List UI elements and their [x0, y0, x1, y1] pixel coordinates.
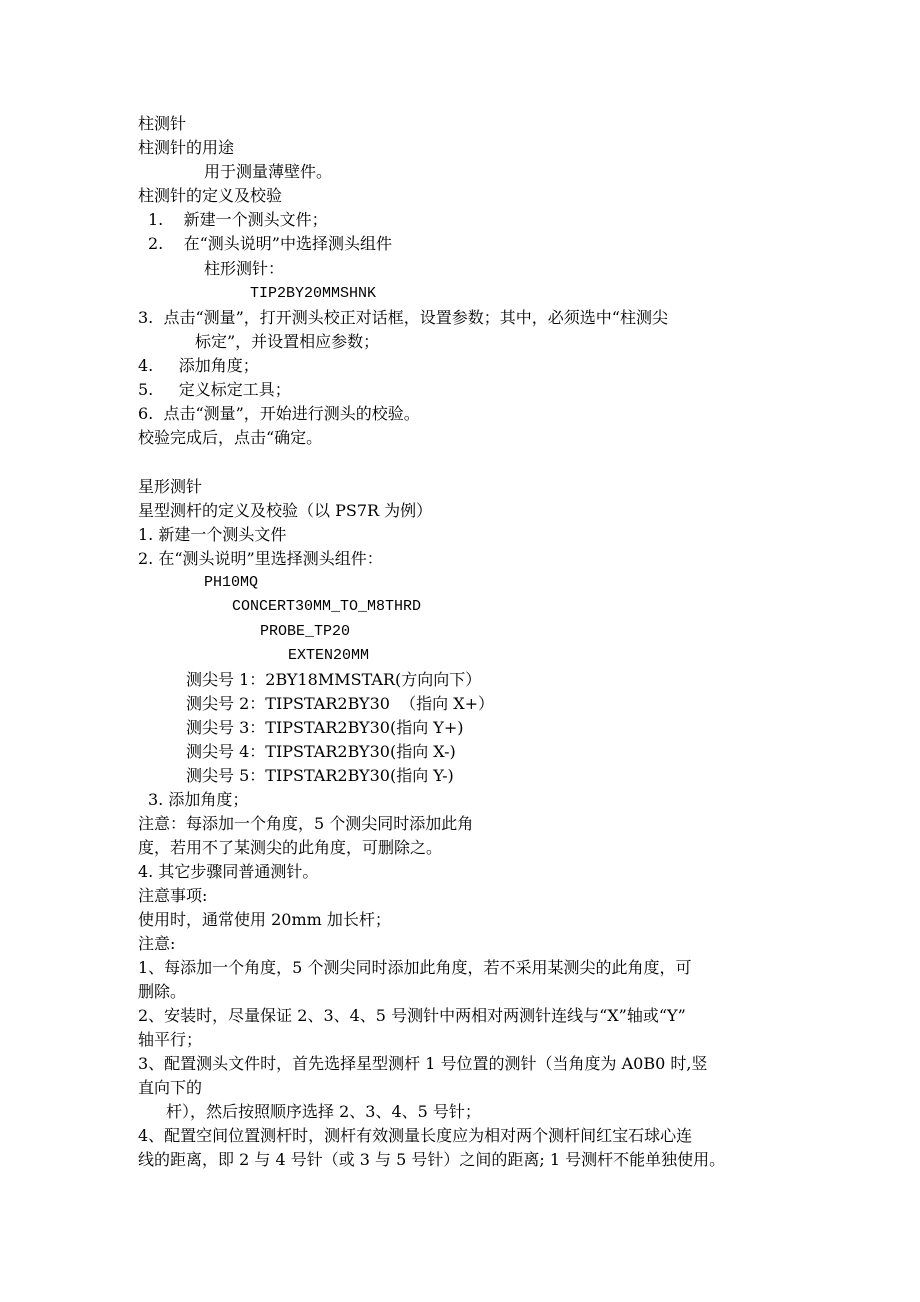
note-line1: 注意：每添加一个角度，5 个测尖同时添加此角: [138, 814, 474, 833]
component-item: PROBE_TP20: [260, 623, 351, 640]
note-3-line2: 直向下的: [138, 1078, 203, 1097]
tip-item: 测尖号 3：TIPSTAR2BY30(指向 Y+): [186, 718, 464, 737]
note-1-line1: 1、每添加一个角度，5 个测尖同时添加此角度，若不采用某测尖的此角度，可: [138, 958, 692, 977]
step-3-line2: 标定”，并设置相应参数；: [195, 332, 380, 351]
step-2: 2. 在“测头说明”中选择测头组件: [148, 234, 392, 253]
note-2-line2: 轴平行；: [138, 1030, 203, 1049]
step-4: 4. 添加角度；: [138, 356, 259, 375]
note-line2: 度，若用不了某测尖的此角度，可删除之。: [138, 838, 443, 857]
attention-heading: 注意事项:: [138, 886, 208, 905]
tip-item: 测尖号 5：TIPSTAR2BY30(指向 Y-): [186, 766, 454, 785]
step-5: 5. 定义标定工具；: [138, 380, 291, 399]
note-1-line2: 删除。: [138, 982, 187, 1001]
component-item: EXTEN20MM: [288, 647, 370, 664]
attention-text: 使用时，通常使用 20mm 加长杆；: [138, 910, 391, 929]
tip-item: 测尖号 4：TIPSTAR2BY30(指向 X-): [186, 742, 456, 761]
note-3-line1: 3、配置测头文件时，首先选择星型测杆 1 号位置的测针（当角度为 A0B0 时,竖: [138, 1054, 708, 1073]
step-1: 1. 新建一个测头文件；: [148, 210, 328, 229]
step-2-sub: 柱形测针：: [204, 259, 285, 278]
tip-item: 测尖号 1：2BY18MMSTAR(方向向下）: [186, 670, 482, 689]
note-4-line2: 线的距离，即 2 与 4 号针（或 3 与 5 号针）之间的距离; 1 号测杆不能单独使用。: [138, 1150, 726, 1169]
star-step-2: 2. 在“测头说明”里选择测头组件：: [138, 549, 383, 568]
note-3-line3: 杆），然后按照顺序选择 2、3、4、5 号针；: [166, 1102, 481, 1121]
section-title-column-stylus: 柱测针: [138, 114, 187, 133]
finish-text: 校验完成后，点击“确定。: [138, 428, 323, 447]
star-step-4: 4. 其它步骤同普通测针。: [138, 862, 319, 881]
note-4-line1: 4、配置空间位置测杆时，测杆有效测量长度应为相对两个测杆间红宝石球心连: [138, 1126, 693, 1145]
definition-heading: 柱测针的定义及校验: [138, 186, 283, 205]
section-title-star-stylus: 星形测针: [138, 477, 203, 496]
usage-text: 用于测量薄壁件。: [204, 162, 333, 181]
step-3-line1: 3. 点击“测量”，打开测头校正对话框，设置参数；其中，必须选中“柱测尖: [138, 308, 668, 327]
component-item: PH10MQ: [204, 574, 259, 591]
usage-heading: 柱测针的用途: [138, 138, 235, 157]
star-definition-heading: 星型测杆的定义及校验（以 PS7R 为例）: [138, 501, 433, 520]
component-item: CONCERT30MM_TO_M8THRD: [232, 598, 422, 615]
tip-item: 测尖号 2：TIPSTAR2BY30 （指向 X+）: [186, 694, 495, 713]
notes-heading: 注意:: [138, 934, 176, 953]
step-2-tip: TIP2BY20MMSHNK: [250, 285, 377, 302]
step-6: 6. 点击“测量”，开始进行测头的校验。: [138, 404, 420, 423]
star-step-3: 3. 添加角度；: [148, 790, 249, 809]
star-step-1: 1. 新建一个测头文件: [138, 525, 287, 544]
note-2-line1: 2、安装时，尽量保证 2、3、4、5 号测针中两相对两测针连线与“X”轴或“Y”: [138, 1006, 686, 1025]
